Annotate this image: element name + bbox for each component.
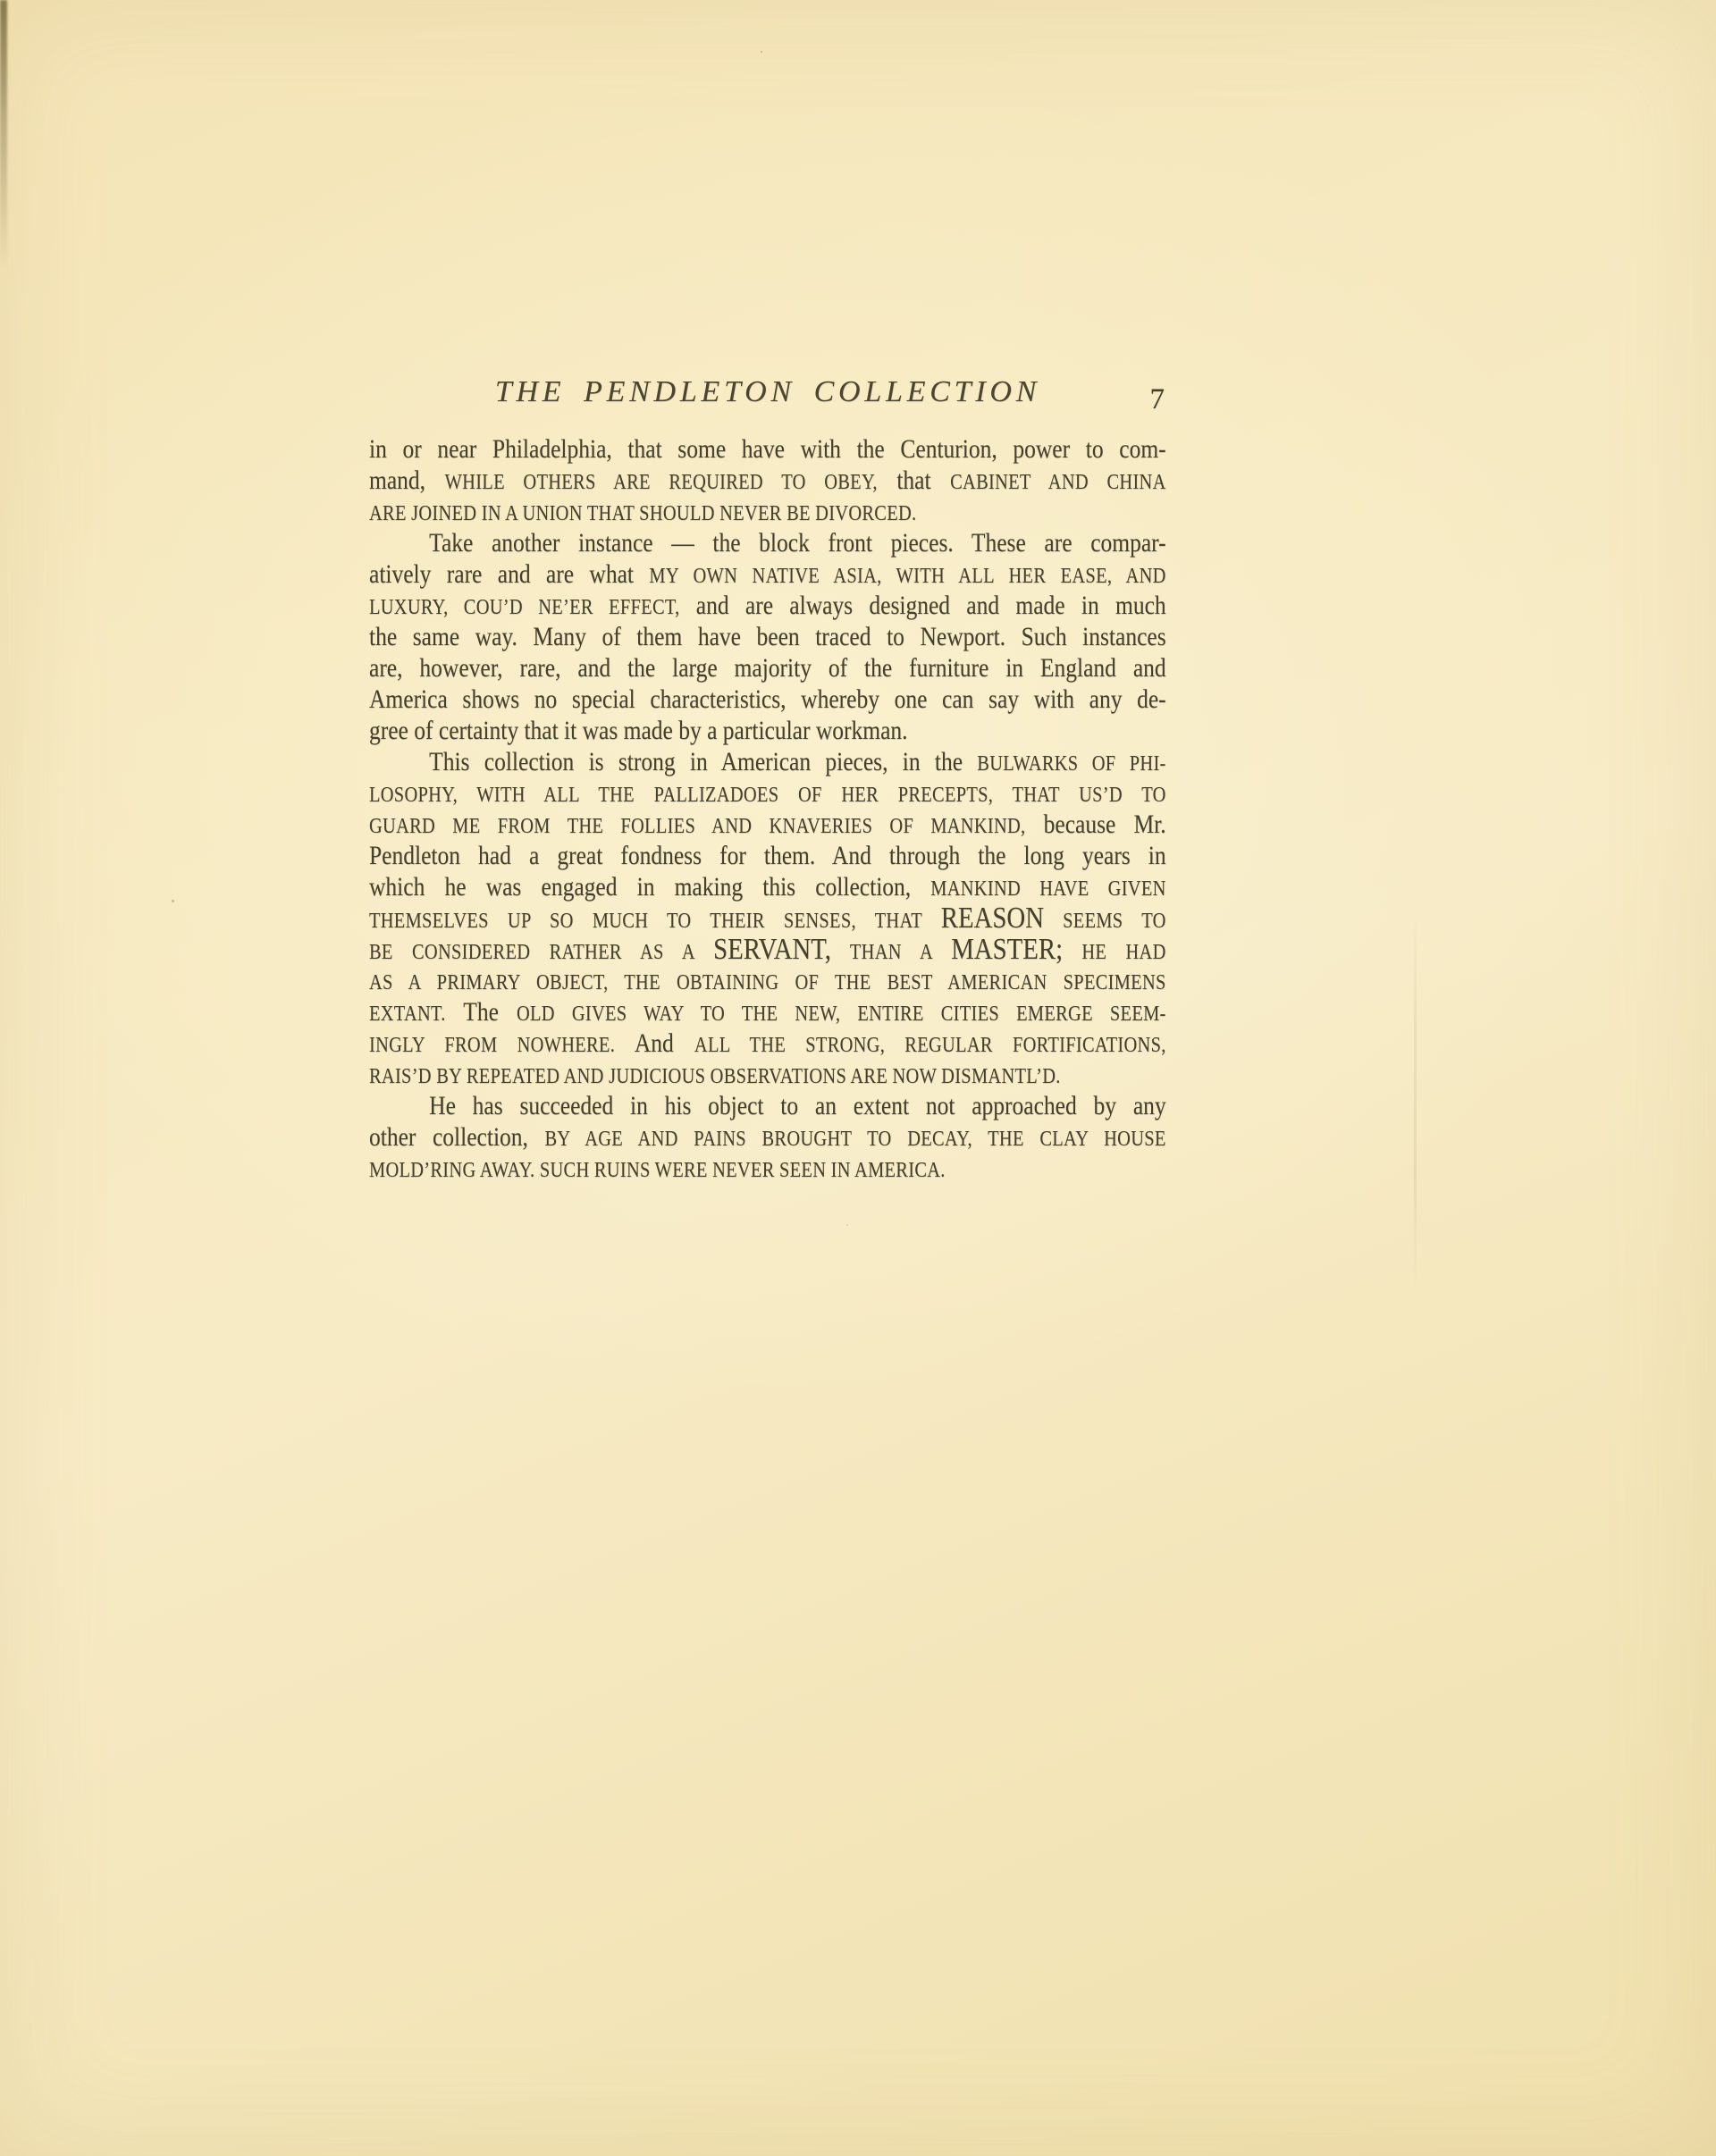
small-caps-text: BULWARKS OF PHI- xyxy=(977,752,1166,776)
paper-speck xyxy=(846,1224,848,1226)
text-line xyxy=(369,1153,1166,1184)
page-number: 7 xyxy=(1149,383,1165,415)
small-caps-text: MY OWN NATIVE ASIA, WITH ALL HER EASE, AND xyxy=(649,565,1166,588)
paragraph xyxy=(369,527,1166,746)
text-line xyxy=(369,996,1166,1028)
text-line xyxy=(369,621,1166,652)
text-line xyxy=(369,902,1166,934)
text-line xyxy=(369,1090,1166,1121)
small-caps-text: GUARD ME FROM THE FOLLIES AND KNAVERIES OF MANKIND, xyxy=(369,815,1026,838)
text-line xyxy=(369,496,1166,527)
paper-speck xyxy=(761,51,762,53)
text-line xyxy=(369,558,1166,590)
text-line xyxy=(369,777,1166,809)
body-text: atively rare and are what xyxy=(369,559,650,589)
page-header-title: THE PENDLETON COLLECTION xyxy=(494,375,1041,408)
paragraph xyxy=(369,433,1166,527)
body-text: He has succeeded in his object to an extent not approached by any xyxy=(429,1091,1166,1120)
body-text: This collection is strong in American pieces, in the xyxy=(429,747,978,776)
small-caps-text: BY AGE AND PAINS BROUGHT TO DECAY, THE CLAY HOUSE xyxy=(544,1128,1166,1151)
text-line xyxy=(369,840,1166,871)
text-body xyxy=(369,433,1166,1184)
emphasis-caps-text: MASTER; xyxy=(951,933,1064,966)
small-caps-text: OLD GIVES WAY TO THE NEW, ENTIRE CITIES EMERGE SEEM- xyxy=(516,1002,1166,1026)
small-caps-text: MOLD’RING AWAY. SUCH RUINS WERE NEVER SEEN IN AMERICA. xyxy=(369,1159,946,1182)
small-caps-text: WHILE OTHERS ARE REQUIRED TO OBEY, xyxy=(444,471,878,494)
text-line xyxy=(369,1121,1166,1153)
small-caps-text: BE CONSIDERED RATHER AS A xyxy=(369,941,714,964)
paper-speck xyxy=(172,900,174,902)
body-text: mand, xyxy=(369,466,445,495)
small-caps-text: THEMSELVES UP SO MUCH TO THEIR SENSES, THAT xyxy=(369,910,941,933)
body-text: Pendleton had a great fondness for them. And through the long years in xyxy=(369,841,1166,870)
body-text: are, however, rare, and the large majority of the furniture in England and xyxy=(369,653,1166,683)
small-caps-text: LOSOPHY, WITH ALL THE PALLIZADOES OF HER PRECEPTS, THAT US’D TO xyxy=(369,784,1166,807)
text-line xyxy=(369,652,1166,684)
body-text: because Mr. xyxy=(1025,810,1166,839)
body-text: and are always designed and made in much xyxy=(679,591,1166,620)
body-text: The xyxy=(445,997,517,1027)
paper-crease xyxy=(1414,911,1417,1296)
text-line xyxy=(369,465,1166,496)
small-caps-text: LUXURY, COU’D NE’ER EFFECT, xyxy=(369,596,680,619)
paragraph xyxy=(369,746,1166,1090)
small-caps-text: THAN A xyxy=(830,941,952,964)
body-text: Take another instance — the block front pieces. These are compar- xyxy=(429,528,1166,558)
body-text: in or near Philadelphia, that some have with the Centurion, power to com- xyxy=(369,434,1166,464)
text-line xyxy=(369,746,1166,777)
text-line xyxy=(369,684,1166,715)
small-caps-text: AS A PRIMARY OBJECT, THE OBTAINING OF THE BEST AMERICAN SPECIMENS xyxy=(369,971,1166,994)
body-text: America shows no special characteristics, whereby one can say with any de- xyxy=(369,684,1166,714)
small-caps-text: CABINET AND CHINA xyxy=(950,471,1166,494)
small-caps-text: EXTANT. xyxy=(369,1002,446,1026)
text-line xyxy=(369,1028,1166,1059)
emphasis-caps-text: SERVANT, xyxy=(713,933,831,966)
text-line xyxy=(369,715,1166,746)
text-column xyxy=(369,374,1166,1184)
small-caps-text: MANKIND HAVE GIVEN xyxy=(930,877,1166,901)
scan-edge-shadow xyxy=(0,0,7,268)
body-text: which he was engaged in making this collection, xyxy=(369,872,931,902)
paragraph xyxy=(369,1090,1166,1184)
small-caps-text: INGLY FROM NOWHERE. xyxy=(369,1034,616,1057)
small-caps-text: HE HAD xyxy=(1063,941,1166,964)
text-line xyxy=(369,527,1166,558)
text-line xyxy=(369,934,1166,965)
text-line xyxy=(369,809,1166,840)
text-line xyxy=(369,965,1166,996)
small-caps-text: SEEMS TO xyxy=(1044,910,1166,933)
body-text: that xyxy=(877,466,951,495)
text-line xyxy=(369,1059,1166,1090)
body-text: gree of certainty that it was made by a particular workman. xyxy=(369,716,908,745)
text-line xyxy=(369,871,1166,902)
emphasis-caps-text: REASON xyxy=(940,902,1045,935)
body-text: other collection, xyxy=(369,1122,545,1152)
small-caps-text: RAIS’D BY REPEATED AND JUDICIOUS OBSERVATIONS ARE NOW DISMANTL’D. xyxy=(369,1065,1061,1088)
running-head xyxy=(369,374,1166,415)
small-caps-text: ARE JOINED IN A UNION THAT SHOULD NEVER BE DIVORCED. xyxy=(369,502,917,525)
small-caps-text: ALL THE STRONG, REGULAR FORTIFICATIONS, xyxy=(694,1034,1166,1057)
body-text: the same way. Many of them have been traced to Newport. Such instances xyxy=(369,622,1166,651)
text-line xyxy=(369,590,1166,621)
body-text: And xyxy=(615,1028,694,1058)
text-line xyxy=(369,433,1166,465)
